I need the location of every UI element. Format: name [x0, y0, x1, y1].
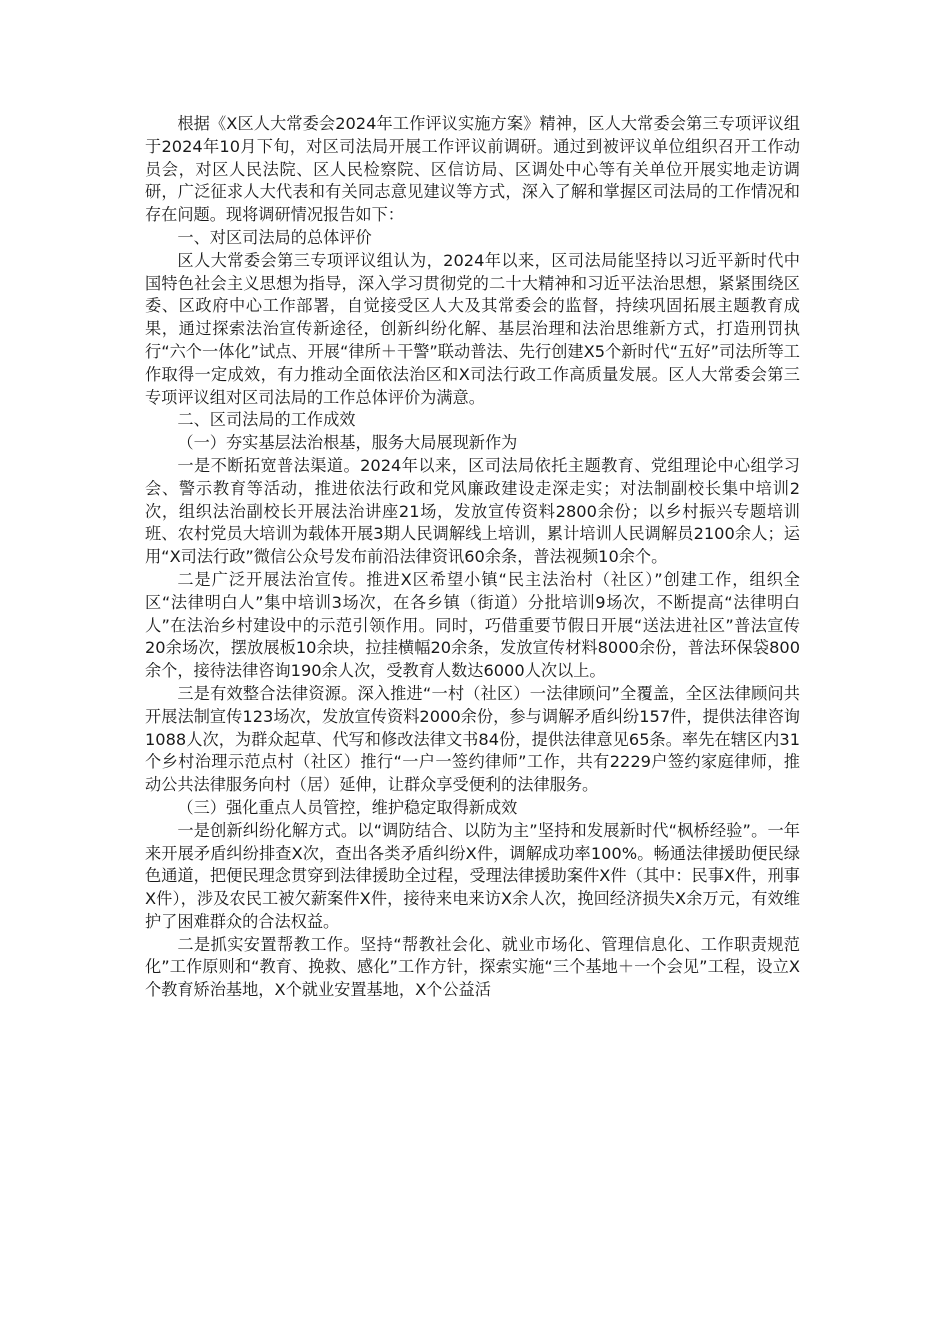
section-heading-1: 一、对区司法局的总体评价 — [177, 227, 372, 247]
document-body — [145, 113, 800, 1002]
body-paragraph: 二是广泛开展法治宣传。推进X区希望小镇“民主法治村（社区）”创建工作，组织全区“法律明白人”集中培训3场次，在各乡镇（街道）分批培训9场次，不断提高“法律明白人”在法治乡村建设中的示范引领作用。同时，巧借重要节假日开展“送法进社区”普法宣传20余场次，摆放展板10余块，拉挂横幅20余条，发放宣传材料8000余份，普法环保袋800余个，接待法律咨询190余人次，受教育人数达6000人次以上。 — [145, 569, 800, 681]
subsection-heading-3: （三）强化重点人员管控，维护稳定取得新成效 — [177, 797, 518, 817]
evaluation-paragraph: 区人大常委会第三专项评议组认为，2024年以来，区司法局能坚持以习近平新时代中国特色社会主义思想为指导，深入学习贯彻党的二十大精神和习近平法治思想，紧紧围绕区委、区政府中心工作部署，自觉接受区人大及其常委会的监督，持续巩固拓展主题教育成果，通过探索法治宣传新途径，创新纠纷化解、基层治理和法治思维新方式，打造刑罚执行“六个一体化”试点、开展“律所＋干警”联动普法、先行创建X5个新时代“五好”司法所等工作取得一定成效，有力推动全面依法治区和X司法行政工作高质量发展。区人大常委会第三专项评议组对区司法局的工作总体评价为满意。 — [145, 250, 800, 407]
body-paragraph: 二是抓实安置帮教工作。坚持“帮教社会化、就业市场化、管理信息化、工作职责规范化”工作原则和“教育、挽救、感化”工作方针，探索实施“三个基地＋一个会见”工程，设立X个教育矫治基地，X个就业安置基地，X个公益活 — [145, 934, 800, 1000]
intro-paragraph: 根据《X区人大常委会2024年工作评议实施方案》精神，区人大常委会第三专项评议组于2024年10月下旬，对区司法局开展工作评议前调研。通过到被评议单位组织召开工作动员会，对区人民法院、区人民检察院、区信访局、区调处中心等有关单位开展实地走访调研，广泛征求人大代表和有关同志意见建议等方式，深入了解和掌握区司法局的工作情况和存在问题。现将调研情况报告如下： — [145, 114, 800, 225]
body-paragraph: 一是不断拓宽普法渠道。2024年以来，区司法局依托主题教育、党组理论中心组学习会、警示教育等活动，推进依法行政和党风廉政建设走深走实；对法制副校长集中培训2次，组织法治副校长开展法治讲座21场，发放宣传资料2800余份；以乡村振兴专题培训班、农村党员大培训为载体开展3期人民调解线上培训，累计培训人民调解员2100余人；运用“X司法行政”微信公众号发布前沿法律资讯60余条，普法视频10余个。 — [145, 455, 800, 567]
subsection-heading-1: （一）夯实基层法治根基，服务大局展现新作为 — [177, 433, 518, 453]
body-paragraph: 一是创新纠纷化解方式。以“调防结合、以防为主”坚持和发展新时代“枫桥经验”。一年来开展矛盾纠纷排查X次，查出各类矛盾纠纷X件，调解成功率100%。畅通法律援助便民绿色通道，把便民理念贯穿到法律援助全过程，受理法律援助案件X件（其中：民事X件，刑事X件），涉及农民工被欠薪案件X件，接待来电来访X余人次，挽回经济损失X余万元，有效维护了困难群众的合法权益。 — [145, 820, 800, 931]
section-heading-2: 二、区司法局的工作成效 — [177, 410, 356, 430]
body-paragraph: 三是有效整合法律资源。深入推进“一村（社区）一法律顾问”全覆盖，全区法律顾问共开展法制宣传123场次，发放宣传资料2000余份，参与调解矛盾纠纷157件，提供法律咨询1088人次，为群众起草、代写和修改法律文书84份，提供法律意见65条。率先在辖区内31个乡村治理示范点村（社区）推行“一户一签约律师”工作，共有2229户签约家庭律师，推动公共法律服务向村（居）延伸，让群众享受便利的法律服务。 — [145, 683, 800, 795]
